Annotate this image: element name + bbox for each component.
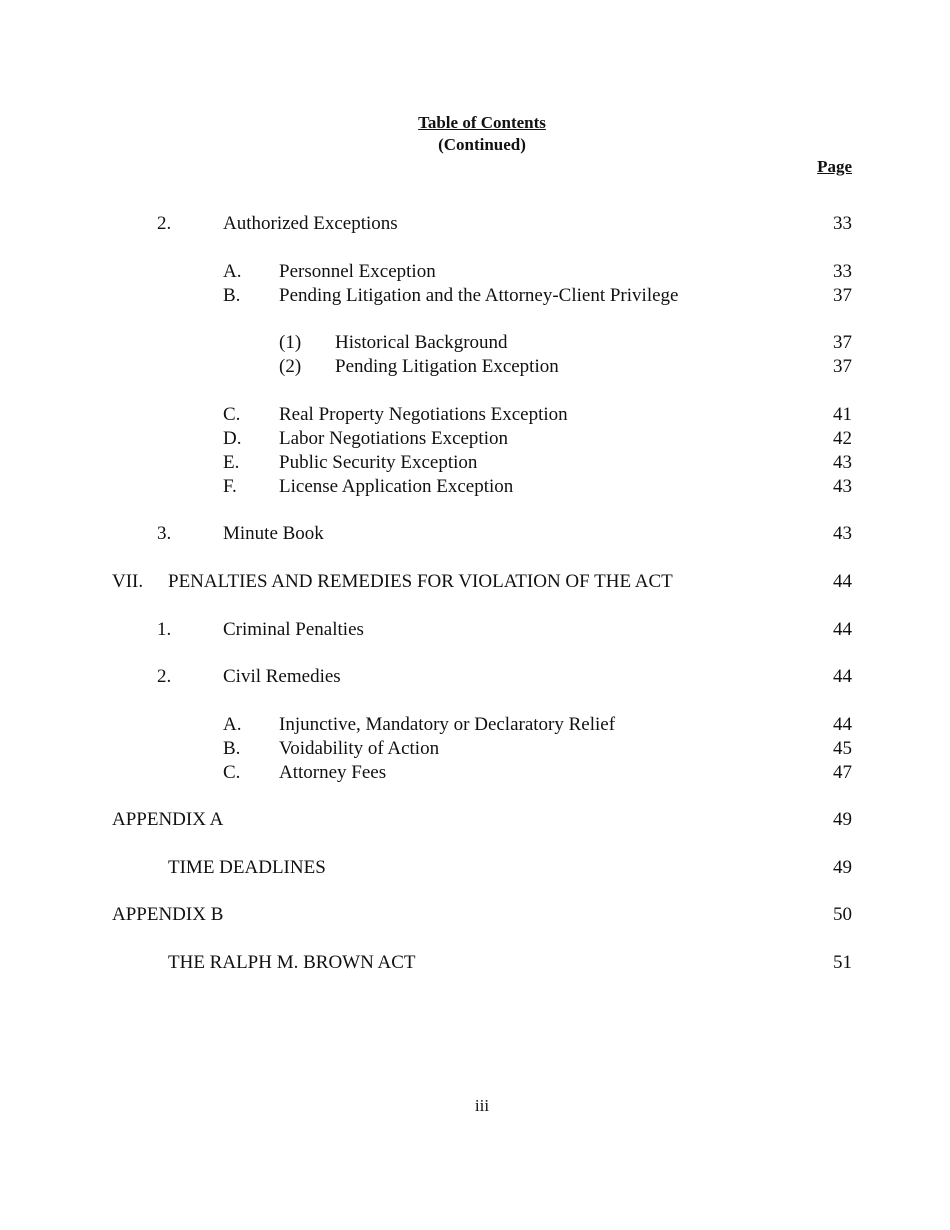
toc-entry (0, 427, 950, 451)
entry-page: 42 (833, 428, 852, 449)
toc-entry (0, 451, 950, 475)
toc-entry (0, 260, 950, 284)
entry-page: 33 (833, 261, 852, 282)
toc-entry (0, 331, 950, 355)
entry-page: 33 (833, 213, 852, 234)
entry-title: Attorney Fees (279, 762, 387, 783)
entry-title: Injunctive, Mandatory or Declaratory Relief (279, 714, 616, 735)
page-number: iii (474, 1096, 490, 1115)
entry-page: 43 (833, 452, 852, 473)
toc-entry (0, 665, 950, 689)
entry-page: 50 (833, 904, 852, 925)
entry-marker: 3. (157, 523, 172, 544)
entry-page: 49 (833, 857, 852, 878)
toc-entry (0, 761, 950, 785)
entry-marker: F. (223, 476, 237, 497)
toc-subtitle: (Continued) (438, 135, 526, 154)
entry-marker: A. (223, 261, 242, 282)
entry-marker: A. (223, 714, 242, 735)
entry-page: 43 (833, 476, 852, 497)
toc-entry (0, 903, 950, 927)
entry-title: Personnel Exception (279, 261, 436, 282)
toc-entry (0, 808, 950, 832)
entry-title: Historical Background (335, 332, 508, 353)
entry-title: APPENDIX B (112, 904, 224, 925)
entry-page: 44 (833, 571, 852, 592)
entry-page: 45 (833, 738, 852, 759)
entry-page: 37 (833, 285, 852, 306)
entry-marker: C. (223, 762, 241, 783)
toc-entry (0, 951, 950, 975)
toc-entry (0, 856, 950, 880)
toc-entry (0, 212, 950, 236)
toc-entry (0, 403, 950, 427)
entry-marker: D. (223, 428, 242, 449)
entry-title: Pending Litigation Exception (335, 356, 559, 377)
entry-title: Authorized Exceptions (223, 213, 398, 234)
entry-page: 47 (833, 762, 852, 783)
entry-page: 44 (833, 666, 852, 687)
entry-page: 43 (833, 523, 852, 544)
entry-marker: C. (223, 404, 241, 425)
entry-marker: 2. (157, 666, 172, 687)
entry-title: Criminal Penalties (223, 619, 364, 640)
entry-page: 44 (833, 619, 852, 640)
toc-entry (0, 475, 950, 499)
entry-title: APPENDIX A (112, 809, 224, 830)
entry-page: 37 (833, 332, 852, 353)
toc-entry (0, 284, 950, 308)
entry-page: 51 (833, 952, 852, 973)
entry-page: 41 (833, 404, 852, 425)
toc-title: Table of Contents (418, 113, 546, 132)
entry-page: 37 (833, 356, 852, 377)
toc-entry (0, 522, 950, 546)
page-column-header: Page (817, 157, 852, 176)
entry-title: Pending Litigation and the Attorney-Client Privilege (279, 285, 679, 306)
toc-entry (0, 570, 950, 594)
entry-title: Real Property Negotiations Exception (279, 404, 568, 425)
entry-title: THE RALPH M. BROWN ACT (168, 952, 416, 973)
entry-title: Minute Book (223, 523, 324, 544)
entry-title: PENALTIES AND REMEDIES FOR VIOLATION OF THE ACT (168, 571, 673, 592)
entry-marker: (2) (279, 356, 302, 377)
entry-page: 44 (833, 714, 852, 735)
entry-page: 49 (833, 809, 852, 830)
entry-marker: B. (223, 285, 241, 306)
entry-title: Civil Remedies (223, 666, 341, 687)
entry-title: Public Security Exception (279, 452, 478, 473)
toc-entry (0, 713, 950, 737)
toc-entry (0, 618, 950, 642)
entry-title: TIME DEADLINES (168, 857, 326, 878)
entry-marker: VII. (112, 571, 144, 592)
entry-marker: 1. (157, 619, 172, 640)
entry-marker: 2. (157, 213, 172, 234)
entry-marker: (1) (279, 332, 302, 353)
entry-title: License Application Exception (279, 476, 514, 497)
entry-marker: E. (223, 452, 240, 473)
toc-entry (0, 737, 950, 761)
toc-entry (0, 355, 950, 379)
entry-title: Labor Negotiations Exception (279, 428, 508, 449)
entry-title: Voidability of Action (279, 738, 440, 759)
entry-marker: B. (223, 738, 241, 759)
